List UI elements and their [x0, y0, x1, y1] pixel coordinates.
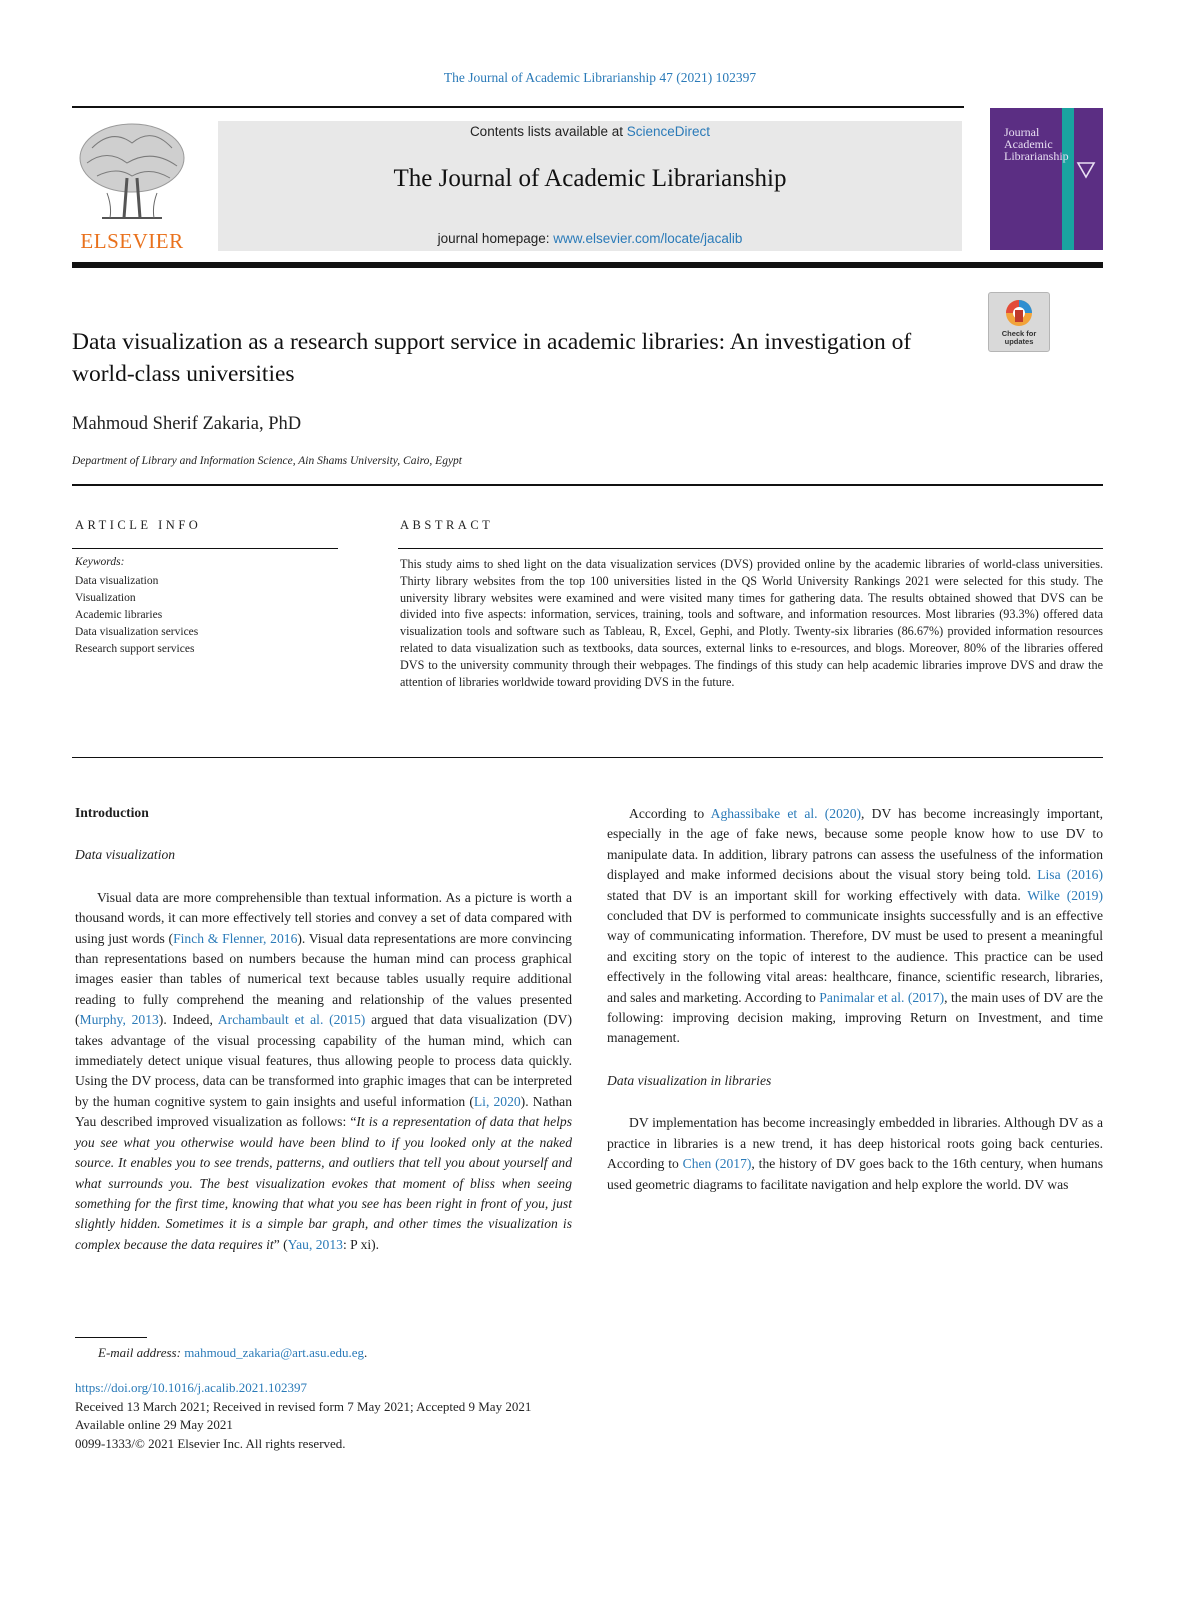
article-info-rule [72, 548, 338, 549]
section-heading-introduction: Introduction [75, 805, 149, 820]
paragraph: According to Aghassibake et al. (2020), DV has become increasingly important, especially in the age of fake news, because some people know how to use DV to manipulate data. In addition, library patrons can assess the usefulness of the information displayed and make informed decisions about the visual story being told. Lisa (2016) stated that DV is an important skill for working effectively with data. Wilke (2019) concluded that DV is performed to communicate insights successfully and is an effective way of communicating information. Therefore, DV must be used to present a meaningful and exciting story on the topic of interest to the audience. This practice can be used effectively in the following vital areas: healthcare, finance, scientific research, libraries, and sales and marketing. According to Panimalar et al. (2017), the main uses of DV are the following: improving decision making, improving Return on Investment, and time management. [607, 806, 1103, 1046]
header-rule [72, 106, 964, 108]
footnote-email: E-mail address: mahmoud_zakaria@art.asu.edu.eg. [98, 1345, 368, 1360]
check-for-updates-badge[interactable] [988, 292, 1050, 352]
citation-link[interactable]: Archambault et al. (2015) [217, 1012, 366, 1028]
title-rule [72, 484, 1103, 486]
cover-title: Journal Academic Librarianship [1004, 125, 1069, 163]
abstract-heading: ABSTRACT [400, 518, 494, 532]
copyright: 0099-1333/© 2021 Elsevier Inc. All rights reserved. [75, 1435, 346, 1451]
journal-cover[interactable] [990, 108, 1103, 250]
citation-link[interactable]: Murphy, 2013 [79, 1012, 159, 1028]
subsection-heading-data-visualization: Data visualization [75, 847, 176, 863]
body-column-left [75, 803, 572, 1255]
column-continuation [607, 804, 1103, 1195]
keywords-list [75, 573, 198, 658]
abstract-rule [398, 548, 1103, 549]
citation-link[interactable]: Yau, 2013 [287, 1236, 343, 1252]
keyword: Academic libraries [75, 609, 163, 621]
citation-link[interactable]: Li, 2020 [473, 1093, 521, 1109]
abstract-text: This study aims to shed light on the data visualization services (DVS) provided online by the academic libraries of world-class universities. Thirty library websites from the top 100 universities listed in the QS World University Rankings 2021 were selected for this study. The university library websites were examined and were visited many times for gathering data. The results obtained showed that DVS can be divided into five aspects: information, services, training, tools and software, and information resources. Most libraries (93.3%) offered data visualization tools and software such as Tableau, R, Excel, Gephi, and Plotly. Twenty-six libraries (86.67%) provided information resources related to data visualization such as textbooks, data sources, external links to e-resources, and blogs. Moreover, 80% of the libraries offered DVS to the university community through their webpages. The findings of this study can help academic libraries improve DVS and draw the attention of libraries worldwide toward providing DVS in the future. [400, 557, 1103, 689]
paragraph: Visual data are more comprehensible than textual information. As a picture is worth a thousand words, it can more effectively tell stories and convey a set of data compared with using just words (Finch & Flenner, 2016). Visual data representations are more convincing than representations based on numbers because the human mind can process graphical images easier than tables of numerical text because tables usually require additional reading to fully comprehend the meaning and relationship of the values presented (Murphy, 2013). Indeed, Archambault et al. (2015) argued that data visualization (DV) takes advantage of the visual processing capability of the human mind, which can immediately detect unique visual features, thus allowing people to process data quickly. Using the DV process, data can be transformed into graphic images that can be interpreted by the human cognitive system to gain insights and useful information (Li, 2020). Nathan Yau described improved visualization as follows: “It is a representation of data that helps you see what you otherwise would have been blind to if you looked only at the naked source. It enables you to see trends, patterns, and outliers that tell you about yourself and what surrounds you. The best visualization evokes that moment of bliss when seeing something for the first time, knowing that what you see has been right in front of you, just slightly hidden. Sometimes it is a simple bar graph, and other times the visualization is complex because the data requires it” (Yau, 2013: P xi). [75, 889, 573, 1252]
article-title: Data visualization as a research support service in academic libraries: An investigation of world-class universities [72, 329, 912, 387]
header-thick-rule [72, 262, 1103, 268]
citation-link[interactable]: Wilke (2019) [1027, 887, 1103, 903]
paragraph: DV implementation has become increasingly embedded in libraries. Although DV as a practice in libraries is a new trend, it has deep historical roots going back centuries. According to Chen (2017), the history of DV goes back to the 16th century, when humans used geometric diagrams to facilitate navigation and help explore the world. DV was [607, 1115, 1103, 1192]
triangle-icon [1076, 160, 1096, 180]
body-column-right [607, 804, 1103, 1195]
contents-available: Contents lists available at ScienceDirect [469, 124, 711, 139]
history-dates: Received 13 March 2021; Received in revised form 7 May 2021; Accepted 9 May 2021 [75, 1398, 532, 1414]
elsevier-logo[interactable] [72, 118, 192, 254]
publisher-name: ELSEVIER [80, 229, 184, 253]
keyword: Data visualization services [75, 626, 199, 638]
homepage-link[interactable]: www.elsevier.com/locate/jacalib [553, 231, 743, 246]
journal-homepage: journal homepage: www.elsevier.com/locate/jacalib [437, 231, 743, 246]
sciencedirect-link[interactable]: ScienceDirect [626, 124, 711, 139]
online-date: Available online 29 May 2021 [75, 1417, 233, 1432]
keyword: Data visualization [75, 575, 159, 587]
subsection-heading-dv-in-libraries: Data visualization in libraries [607, 1072, 772, 1088]
keyword: Visualization [75, 592, 136, 604]
email-link[interactable]: mahmoud_zakaria@art.asu.edu.eg [184, 1345, 365, 1360]
running-head[interactable]: The Journal of Academic Librarianship 47 (2021) 102397 [443, 70, 757, 85]
abstract-end-rule [72, 757, 1103, 758]
author-name[interactable]: Mahmoud Sherif Zakaria, PhD [72, 414, 302, 434]
citation-link[interactable]: Finch & Flenner, 2016 [173, 930, 298, 946]
article-footer [75, 1379, 531, 1453]
journal-banner [218, 121, 962, 251]
citation-link[interactable]: Aghassibake et al. (2020) [710, 806, 862, 821]
tree-icon [72, 118, 192, 228]
doi-link[interactable]: https://doi.org/10.1016/j.acalib.2021.102397 [75, 1380, 307, 1395]
keywords-label: Keywords: [75, 556, 125, 568]
footnote-rule [75, 1337, 147, 1338]
check-updates-label: Check for updates [1001, 329, 1037, 346]
quote: It is a representation of data that helps you see what you otherwise would have been blind to if you looked only at the naked source. It enables you to see trends, patterns, and outliers that tell you about yourself and what surrounds you. The best visualization evokes that moment of bliss when seeing something for the first time, knowing that what you see has been right in front of you, just slightly hidden. Sometimes it is a simple bar graph, and other times the visualization is complex because the data requires it [75, 1114, 572, 1252]
citation-link[interactable]: Lisa (2016) [1037, 867, 1103, 883]
citation-link[interactable]: Panimalar et al. (2017) [819, 989, 945, 1005]
author-affiliation: Department of Library and Information Science, Ain Shams University, Cairo, Egypt [72, 455, 463, 467]
citation-link[interactable]: Chen (2017) [682, 1156, 752, 1172]
keyword: Research support services [75, 643, 195, 655]
article-info-heading: ARTICLE INFO [75, 518, 202, 532]
journal-title: The Journal of Academic Librarianship [393, 165, 787, 192]
